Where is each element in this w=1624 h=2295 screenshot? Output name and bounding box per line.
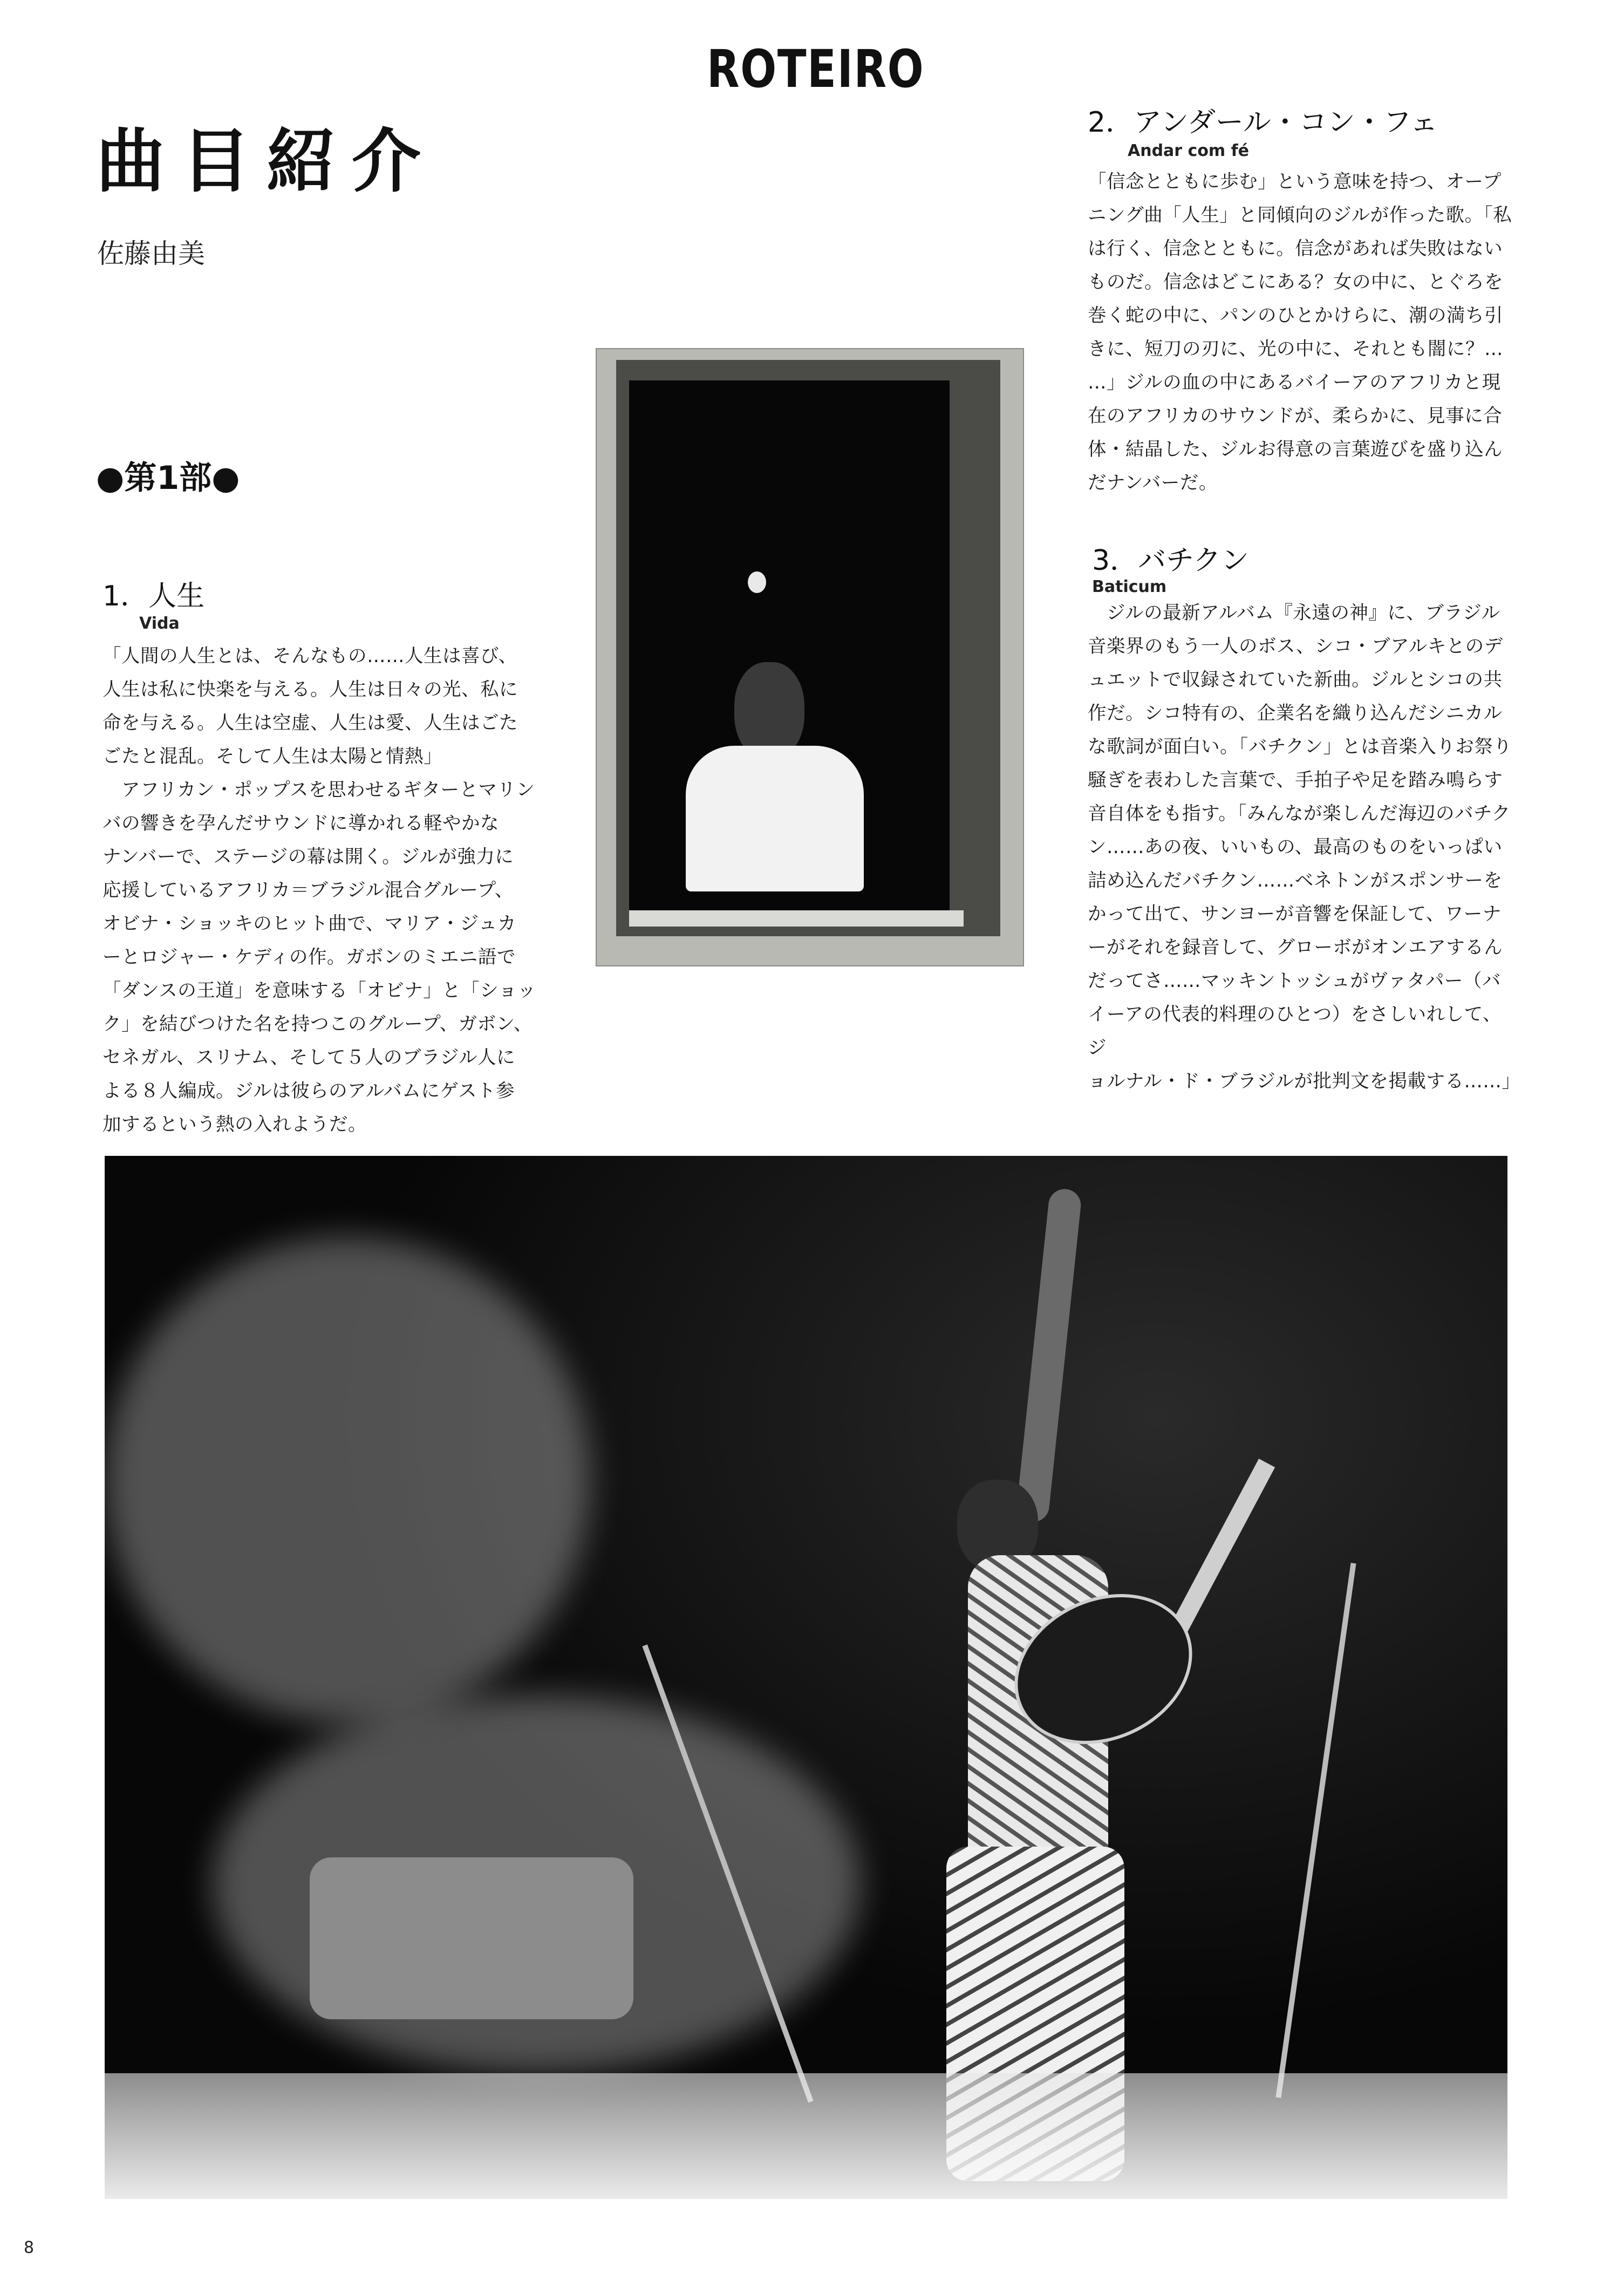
- performer-raised-arm: [1015, 1188, 1082, 1524]
- song-3-subtitle: Baticum: [1092, 577, 1167, 596]
- stage-smoke: [105, 1237, 590, 1722]
- song-1-title: 1．人生: [103, 580, 205, 612]
- page-number: 8: [24, 2238, 35, 2257]
- song-3-title: 3．バチクン: [1092, 544, 1250, 577]
- person-shirt: [686, 746, 864, 891]
- header-title: ROTEIRO: [707, 39, 925, 99]
- song-1-subtitle: Vida: [139, 614, 180, 633]
- window-portrait-photo: [596, 348, 1024, 966]
- song-1-description: 「人間の人生とは、そんなもの……人生は喜び、 人生は私に快楽を与える。人生は日々の光、私に 命を与える。人生は空虚、人生は愛、人生はごた ごたと混乱。そして人生は太陽と情熱」 アフリカン・ポップスを思わせるギターとマリン バの響きを孕んだサウンドに導かれる軽やかな ナンバーで、ステージの幕は開く。ジルが強力に 応援しているアフリカ＝ブラジル混合グループ、 オビナ・ショッキのヒット曲で、マリア・ジュカ ーとロジャー・ケディの作。ガボンのミエニ語で 「ダンスの王道」を意味する「オビナ」と「ショッ ク」を結びつけた名を持つこのグループ、ガボン、 セネガル、スリナム、そして５人のブラジル人に よる８人編成。ジルは彼らのアルバムにゲスト参 加するという熱の入れようだ。: [103, 645, 536, 1135]
- stage-performance-photo: [105, 1156, 1507, 2199]
- song-2-description: 「信念とともに歩む」という意味を持つ、オープ ニング曲「人生」と同傾向のジルが作った歌。「私 は行く、信念とともに。信念があれば失敗はない ものだ。信念はどこにある？女の中に、とぐろを 巻く蛇の中に、パンのひとかけらに、潮の満ち引 きに、短刀の刃に、光の中に、それとも闇に？… …」ジルの血の中にあるバイーアのアフリカと現 在のアフリカのサウンドが、柔らかに、見事に合 体・結晶した、ジルお得意の言葉遊びを盛り込ん だナンバーだ。: [1088, 171, 1512, 494]
- mic-stand: [1275, 1563, 1356, 2098]
- page-title: 曲目紹介: [96, 121, 438, 202]
- song-2-subtitle: Andar com fé: [1128, 141, 1250, 160]
- stage-floor-smoke: [105, 2073, 1507, 2199]
- person-head: [734, 662, 804, 759]
- song-2-title: 2．アンダール・コン・フェ: [1088, 106, 1438, 139]
- author-name: 佐藤由美: [97, 238, 205, 269]
- conga-drums: [310, 1857, 633, 2019]
- song-3-description: ジルの最新アルバム『永遠の神』に、ブラジル 音楽界のもう一人のボス、シコ・ブアルキとのデ ュエットで収録されていた新曲。ジルとシコの共 作だ。シコ特有の、企業名を織り込んだシニカル な歌詞が面白い。「バチクン」とは音楽入りお祭り 騒ぎを表わした言葉で、手拍子や足を踏み鳴らす 音自体をも指す。「みんなが楽しんだ海辺のバチク ン……あの夜、いいもの、最高のものをいっぱい 詰め込んだバチクン……ベネトンがスポンサーを かって出て、サンヨーが音響を保証して、ワーナ ーがそれを録音して、グローボがオンエアするん だってさ……マッキントッシュがヴァタパー（バ イーアの代表的料理のひとつ）をさしいれして、ジ ョルナル・ド・ブラジルが批判文を掲載する……」: [1088, 602, 1521, 1092]
- window-sill: [629, 910, 964, 927]
- light-bulb: [748, 571, 766, 593]
- part-heading: ●第1部●: [96, 459, 240, 497]
